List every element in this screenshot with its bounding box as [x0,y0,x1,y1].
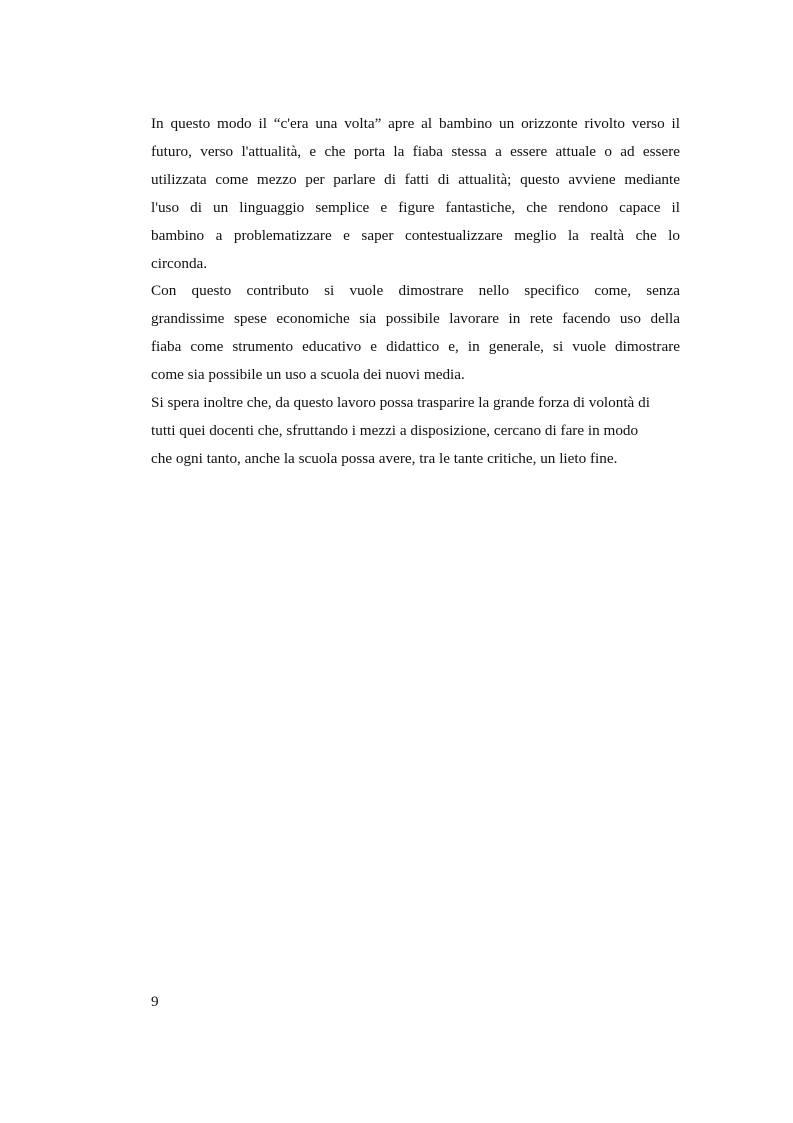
text-line: In questo modo il “c'era una volta” apre al bambino un orizzonte rivolto verso il [151,115,680,132]
page-number: 9 [151,993,159,1010]
text-line: Con questo contributo si vuole dimostrare nello specifico come, senza [151,282,680,299]
text-line: tutti quei docenti che, sfruttando i mezzi a disposizione, cercano di fare in modo [151,422,639,439]
text-line: come sia possibile un uso a scuola dei nuovi media. [151,366,465,383]
text-line: l'uso di un linguaggio semplice e figure fantastiche, che rendono capace il [151,199,680,216]
text-line: fiaba come strumento educativo e didattico e, in generale, si vuole dimostrare [151,338,680,355]
text-line: Si spera inoltre che, da questo lavoro possa trasparire la grande forza di volontà di [151,394,650,411]
text-line: futuro, verso l'attualità, e che porta la fiaba stessa a essere attuale o ad essere [151,143,680,160]
text-line: circonda. [151,255,208,272]
text-line: bambino a problematizzare e saper contestualizzare meglio la realtà che lo [151,227,680,244]
text-line: che ogni tanto, anche la scuola possa avere, tra le tante critiche, un lieto fine. [151,450,618,467]
text-line: utilizzata come mezzo per parlare di fatti di attualità; questo avviene mediante [151,171,680,188]
text-line: grandissime spese economiche sia possibile lavorare in rete facendo uso della [151,310,680,327]
